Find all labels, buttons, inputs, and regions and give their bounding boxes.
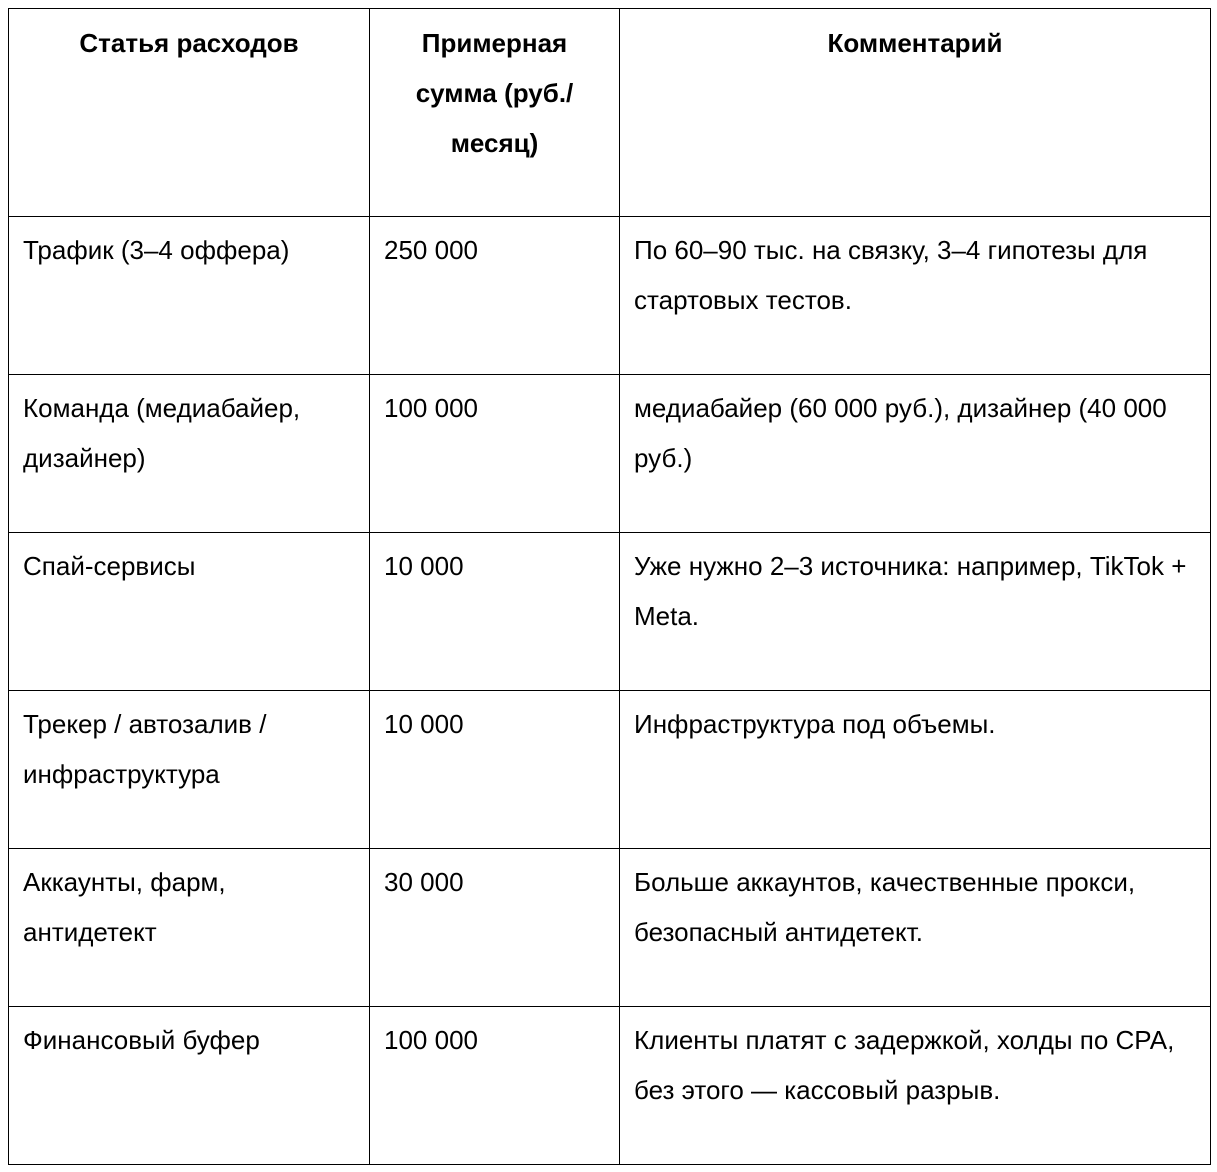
cell-item: Финансовый буфер xyxy=(9,1007,370,1165)
table-row xyxy=(9,1007,1211,1165)
header-amount: Примерная сумма (руб./месяц) xyxy=(370,9,620,217)
cell-amount: 100 000 xyxy=(370,1007,620,1165)
cell-amount: 10 000 xyxy=(370,691,620,849)
table-body xyxy=(9,217,1211,1165)
cell-comment: По 60–90 тыс. на связку, 3–4 гипотезы для стартовых тестов. xyxy=(620,217,1211,375)
table-row xyxy=(9,533,1211,691)
cell-amount: 10 000 xyxy=(370,533,620,691)
header-item: Статья расходов xyxy=(9,9,370,217)
cell-amount: 30 000 xyxy=(370,849,620,1007)
cell-item: Трафик (3–4 оффера) xyxy=(9,217,370,375)
table-row xyxy=(9,691,1211,849)
cell-comment: Инфраструктура под объемы. xyxy=(620,691,1211,849)
header-row xyxy=(9,9,1211,217)
table-header xyxy=(9,9,1211,217)
table-row xyxy=(9,375,1211,533)
cell-item: Команда (медиабайер, дизайнер) xyxy=(9,375,370,533)
cell-comment: Больше аккаунтов, качественные прокси, безопасный антидетект. xyxy=(620,849,1211,1007)
table-row xyxy=(9,849,1211,1007)
cell-amount: 250 000 xyxy=(370,217,620,375)
cell-comment: Уже нужно 2–3 источника: например, TikTok + Meta. xyxy=(620,533,1211,691)
table-row xyxy=(9,217,1211,375)
header-comment: Комментарий xyxy=(620,9,1211,217)
expense-table xyxy=(8,8,1211,1165)
cell-item: Трекер / автозалив / инфраструктура xyxy=(9,691,370,849)
cell-amount: 100 000 xyxy=(370,375,620,533)
cell-item: Аккаунты, фарм, антидетект xyxy=(9,849,370,1007)
cell-comment: медиабайер (60 000 руб.), дизайнер (40 000 руб.) xyxy=(620,375,1211,533)
cell-item: Спай-сервисы xyxy=(9,533,370,691)
cell-comment: Клиенты платят с задержкой, холды по CPA, без этого — кассовый разрыв. xyxy=(620,1007,1211,1165)
